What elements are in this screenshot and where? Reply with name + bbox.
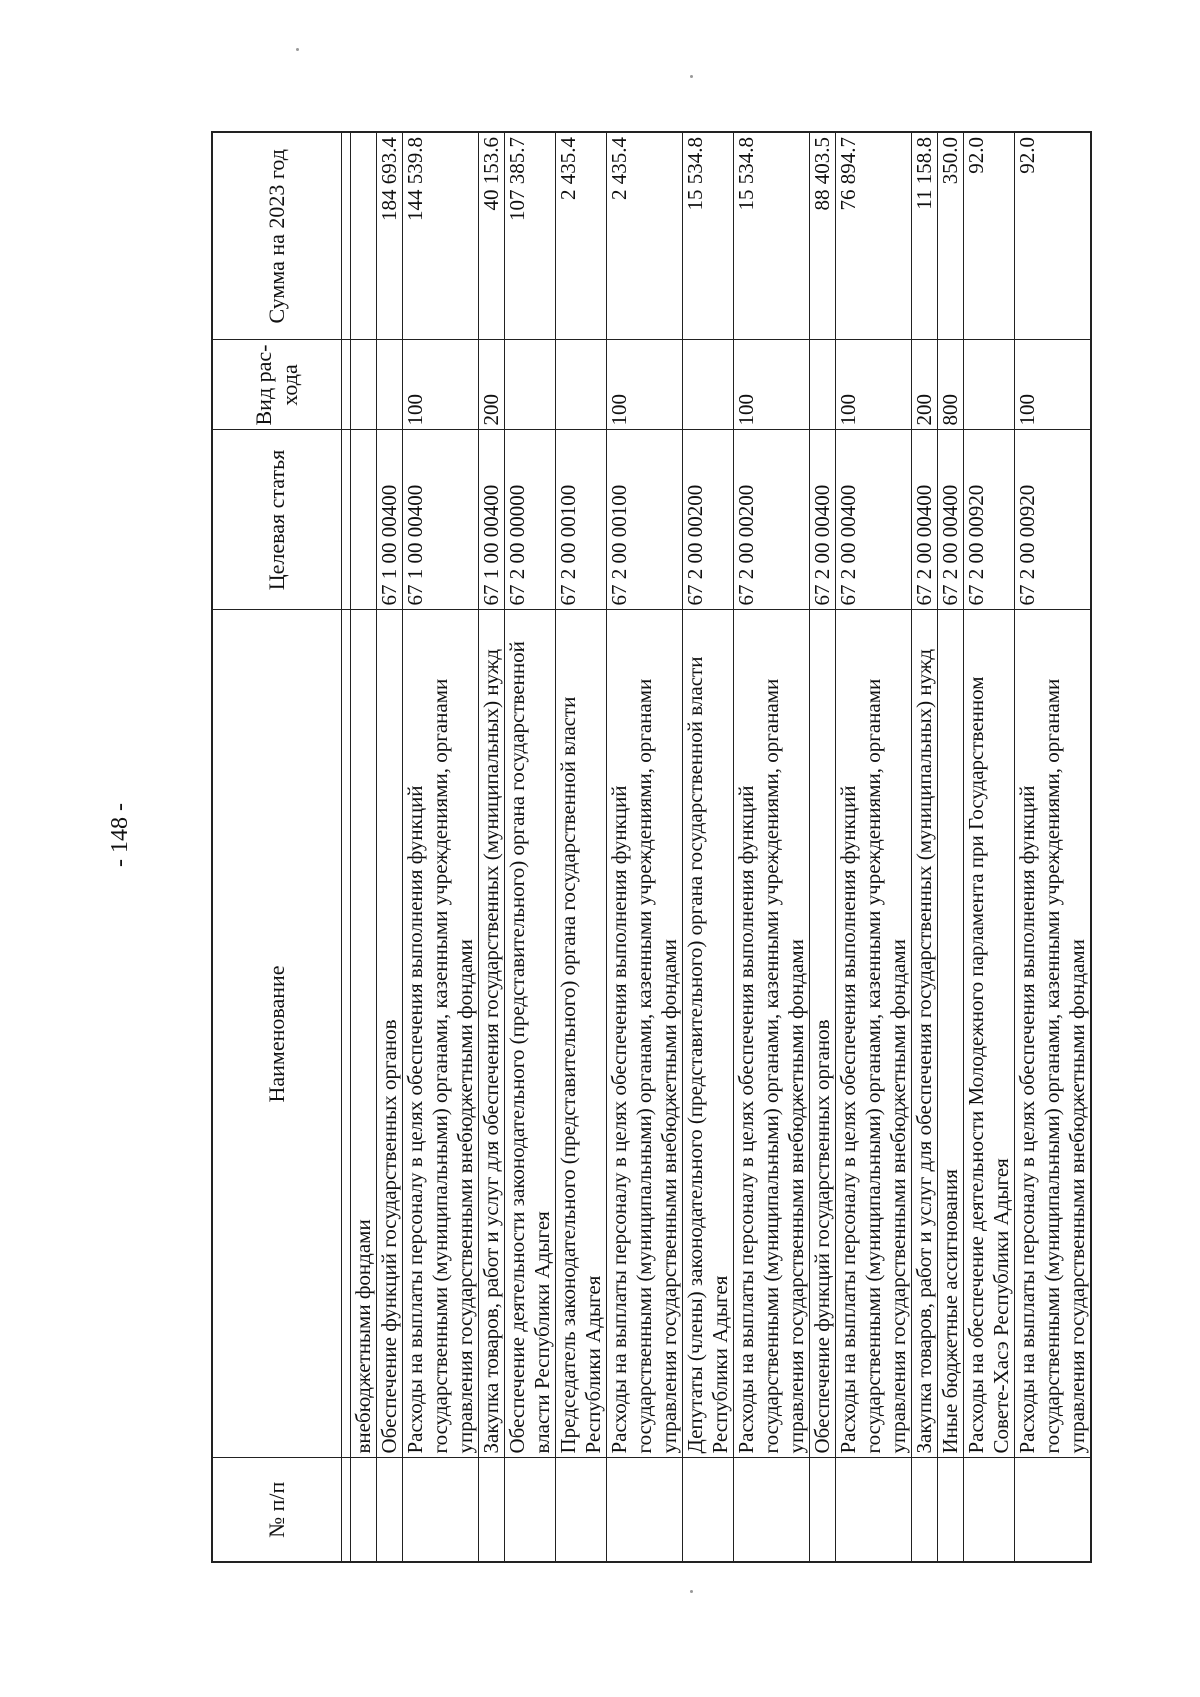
cell-amount: 350.0 (938, 132, 964, 340)
header-amount: Сумма на 2023 год (212, 132, 342, 340)
cell-kind (683, 340, 734, 430)
table-row (912, 132, 938, 1562)
cell-num (1015, 1458, 1092, 1562)
cell-target: 67 2 00 00200 (683, 430, 734, 610)
table-row (836, 132, 912, 1562)
cell-kind: 100 (607, 340, 683, 430)
cell-kind: 100 (403, 340, 479, 430)
cell-num (351, 1458, 377, 1562)
cell-name: Расходы на выплаты персоналу в целях обеспечения выполнения функций государственными (муниципальными) органами, казенными учреждениями, органами управления государственными внебюджетными фондами (1015, 610, 1092, 1458)
table-row (403, 132, 479, 1562)
cell-name: Расходы на выплаты персоналу в целях обеспечения выполнения функций государственными (муниципальными) органами, казенными учреждениями, органами управления государственными внебюджетными фондами (403, 610, 479, 1458)
cell-name: Иные бюджетные ассигнования (938, 610, 964, 1458)
page-number: - 148 - (107, 803, 133, 867)
cell-name: Обеспечение функций государственных органов (377, 610, 403, 1458)
header-target: Целевая статья (212, 430, 342, 610)
cell-target: 67 2 00 00400 (938, 430, 964, 610)
cell-num (479, 1458, 505, 1562)
cell-amount: 11 158.8 (912, 132, 938, 340)
scan-speck (690, 1590, 693, 1593)
cell-target: 67 2 00 00400 (810, 430, 836, 610)
cell-amount: 15 534.8 (734, 132, 810, 340)
cell-name: Расходы на выплаты персоналу в целях обеспечения выполнения функций государственными (муниципальными) органами, казенными учреждениями, органами управления государственными внебюджетными фондами (607, 610, 683, 1458)
cell-target: 67 1 00 00400 (377, 430, 403, 610)
cell-target (351, 430, 377, 610)
budget-table (211, 131, 1092, 1563)
cell-target: 67 1 00 00400 (479, 430, 505, 610)
cell-name: Обеспечение функций государственных органов (810, 610, 836, 1458)
cell-target: 67 2 00 00100 (607, 430, 683, 610)
cell-num (505, 1458, 556, 1562)
cell-target: 67 2 00 00000 (505, 430, 556, 610)
header-name: Наименование (212, 610, 342, 1458)
cell-kind: 100 (1015, 340, 1092, 430)
cell-kind: 800 (938, 340, 964, 430)
cell-name: Закупка товаров, работ и услуг для обеспечения государственных (муниципальных) нужд (479, 610, 505, 1458)
cell-num (556, 1458, 607, 1562)
cell-amount: 107 385.7 (505, 132, 556, 340)
cell-amount: 15 534.8 (683, 132, 734, 340)
table-row (377, 132, 403, 1562)
cell-num (938, 1458, 964, 1562)
cell-target: 67 2 00 00920 (964, 430, 1015, 610)
cell-num (403, 1458, 479, 1562)
cell-num (377, 1458, 403, 1562)
cell-num (810, 1458, 836, 1562)
cell-kind (964, 340, 1015, 430)
table-body (342, 132, 1092, 1562)
cell-kind (505, 340, 556, 430)
table-row (505, 132, 556, 1562)
cell-amount: 92.0 (1015, 132, 1092, 340)
cell-name: внебюджетными фондами (351, 610, 377, 1458)
header-num: № п/п (212, 1458, 342, 1562)
cell-target: 67 1 00 00400 (403, 430, 479, 610)
table-row (607, 132, 683, 1562)
cell-amount: 2 435.4 (607, 132, 683, 340)
scan-speck (296, 48, 299, 51)
cell-name: Депутаты (члены) законодательного (представительного) органа государственной власти Республики Адыгея (683, 610, 734, 1458)
header-kind: Вид рас-хода (212, 340, 342, 430)
cell-target: 67 2 00 00920 (1015, 430, 1092, 610)
cell-amount (351, 132, 377, 340)
table-row (810, 132, 836, 1562)
cell-amount: 40 153.6 (479, 132, 505, 340)
cell-name: Расходы на выплаты персоналу в целях обеспечения выполнения функций государственными (муниципальными) органами, казенными учреждениями, органами управления государственными внебюджетными фондами (836, 610, 912, 1458)
cell-num (683, 1458, 734, 1562)
cell-target: 67 2 00 00200 (734, 430, 810, 610)
cell-amount: 184 693.4 (377, 132, 403, 340)
table-row (479, 132, 505, 1562)
cell-num (912, 1458, 938, 1562)
cell-amount: 144 539.8 (403, 132, 479, 340)
table-row (683, 132, 734, 1562)
table-row (351, 132, 377, 1562)
cell-num (607, 1458, 683, 1562)
cell-kind: 100 (734, 340, 810, 430)
cell-kind: 100 (836, 340, 912, 430)
cell-num (734, 1458, 810, 1562)
spacer-row (342, 132, 351, 1562)
cell-target: 67 2 00 00100 (556, 430, 607, 610)
table-row (734, 132, 810, 1562)
cell-amount: 76 894.7 (836, 132, 912, 340)
cell-kind: 200 (912, 340, 938, 430)
table-row (938, 132, 964, 1562)
cell-name: Обеспечение деятельности законодательного (представительного) органа государственной власти Республики Адыгея (505, 610, 556, 1458)
cell-name: Расходы на обеспечение деятельности Молодежного парламента при Государственном Совете-Хасэ Республики Адыгея (964, 610, 1015, 1458)
budget-table-rotated (211, 133, 1141, 1563)
cell-amount: 2 435.4 (556, 132, 607, 340)
cell-num (964, 1458, 1015, 1562)
table-row (1015, 132, 1092, 1562)
table-header-row (212, 132, 342, 1562)
scan-speck (690, 75, 693, 78)
cell-amount: 92.0 (964, 132, 1015, 340)
cell-kind (810, 340, 836, 430)
cell-amount: 88 403.5 (810, 132, 836, 340)
cell-name: Закупка товаров, работ и услуг для обеспечения государственных (муниципальных) нужд (912, 610, 938, 1458)
cell-name: Председатель законодательного (представительного) органа государственной власти Республики Адыгея (556, 610, 607, 1458)
table-row (556, 132, 607, 1562)
cell-kind (377, 340, 403, 430)
cell-target: 67 2 00 00400 (912, 430, 938, 610)
table-row (964, 132, 1015, 1562)
cell-target: 67 2 00 00400 (836, 430, 912, 610)
cell-name: Расходы на выплаты персоналу в целях обеспечения выполнения функций государственными (муниципальными) органами, казенными учреждениями, органами управления государственными внебюджетными фондами (734, 610, 810, 1458)
cell-num (836, 1458, 912, 1562)
cell-kind (351, 340, 377, 430)
cell-kind: 200 (479, 340, 505, 430)
cell-kind (556, 340, 607, 430)
